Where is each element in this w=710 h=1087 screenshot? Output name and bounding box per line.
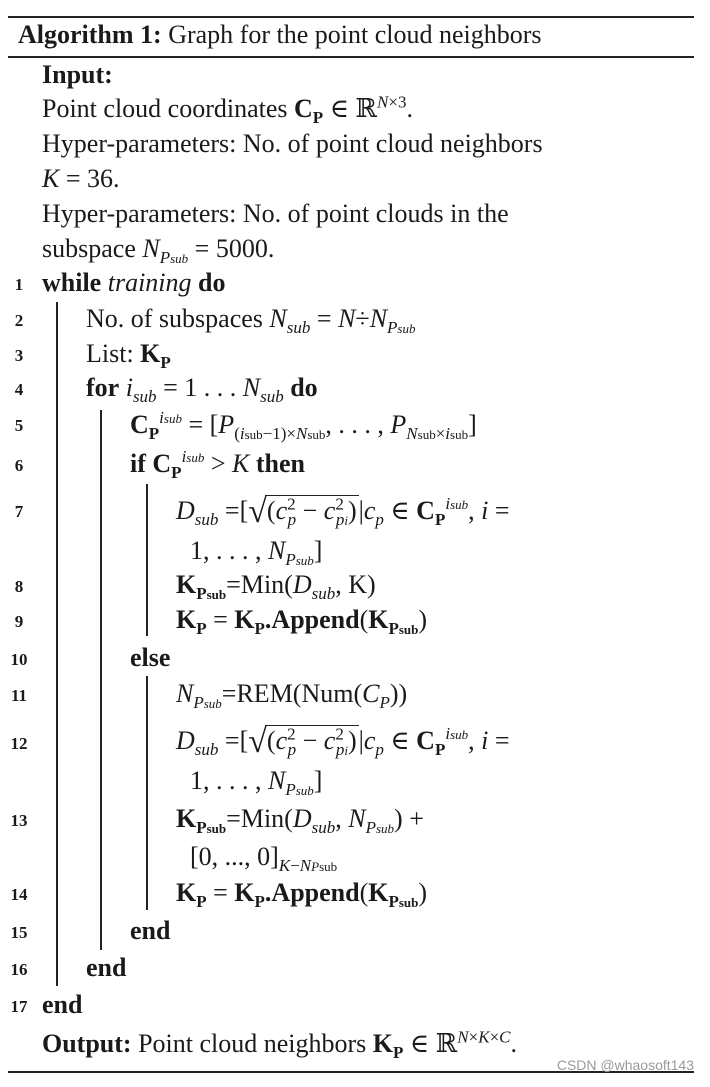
append-text: Append bbox=[271, 605, 360, 634]
kw-then: then bbox=[255, 449, 305, 478]
line-2: No. of subspaces $N_{sub} = N\div N_{Psub}$ bbox=[86, 304, 416, 338]
line-7: $D_{sub} =[√(c^2_p - c^2_{pi})|c_p$ ∈ $C_P^{isub}$, i = bbox=[176, 493, 510, 530]
line-15 bbox=[130, 916, 170, 946]
line-number: 14 bbox=[10, 885, 28, 904]
subspaces-text: No. of subspaces bbox=[86, 304, 263, 333]
line-number: 7 bbox=[14, 502, 24, 521]
line-number: 3 bbox=[14, 346, 24, 365]
line-number: 11 bbox=[10, 686, 28, 705]
input-label bbox=[42, 60, 113, 90]
line-13: $K_{Psub}=Min(D_{sub}$, $N_{Psub}$) + bbox=[176, 804, 424, 838]
line-number: 4 bbox=[14, 380, 24, 399]
line-number: 1 bbox=[14, 275, 24, 294]
line-number: 12 bbox=[10, 734, 28, 753]
else-block-bar bbox=[146, 676, 148, 910]
k-value: 36 bbox=[87, 164, 114, 193]
line-number: 17 bbox=[10, 997, 28, 1016]
input-line-1-text: Point cloud coordinates bbox=[42, 94, 288, 123]
cp-math: $C_P$ ∈ ℝ$^{N\times 3}$. bbox=[294, 92, 413, 128]
input-label-text: Input: bbox=[42, 60, 113, 89]
line-number: 5 bbox=[14, 416, 24, 435]
algorithm-label: Algorithm 1: bbox=[18, 20, 162, 49]
line-10 bbox=[130, 643, 170, 673]
line-16 bbox=[86, 953, 126, 983]
kw-training: training bbox=[107, 268, 192, 297]
input-line-4: subspace $N_{Psub} = 5000$. bbox=[42, 234, 275, 268]
output-label: Output: bbox=[42, 1029, 132, 1058]
kw-end: end bbox=[86, 953, 127, 982]
line-17 bbox=[42, 990, 82, 1020]
line-7b: 1, . . . , $N_{Psub}$] bbox=[190, 536, 323, 570]
input-line-2 bbox=[42, 129, 543, 159]
kw-do: do bbox=[290, 373, 318, 402]
kw-for: for bbox=[86, 373, 120, 402]
watermark: CSDN @whaosoft143 bbox=[556, 1057, 694, 1073]
algorithm-title bbox=[18, 20, 542, 50]
nsub-value: 5000 bbox=[215, 234, 268, 263]
line-number: 8 bbox=[14, 577, 24, 596]
line-12b: 1, . . . , $N_{Psub}$] bbox=[190, 766, 323, 800]
rem-text: REM(Num( bbox=[236, 679, 363, 708]
kw-end: end bbox=[130, 916, 171, 945]
line-4: for $i_{sub} = 1$ . . . $N_{sub}$ do bbox=[86, 373, 318, 407]
top-rule bbox=[8, 16, 694, 18]
line-13b: [0, ..., $0]_{K-NPsub}$ bbox=[190, 842, 338, 876]
kw-while: while bbox=[42, 268, 102, 297]
line-3: List: $K_P$ bbox=[86, 339, 171, 373]
then-block-bar bbox=[146, 484, 148, 636]
title-rule bbox=[8, 56, 694, 58]
line-14: $K_P$ = $K_P.Append(K_{Psub})$ bbox=[176, 878, 428, 912]
input-line-2-text: Hyper-parameters: No. of point cloud neighbors bbox=[42, 129, 543, 158]
algorithm-title-text: Graph for the point cloud neighbors bbox=[168, 20, 542, 49]
line-number: 15 bbox=[10, 923, 28, 942]
min-text: Min( bbox=[240, 804, 293, 833]
kw-if: if bbox=[130, 449, 146, 478]
input-line-4-text: subspace bbox=[42, 234, 136, 263]
line-number: 6 bbox=[14, 456, 24, 475]
line-number: 10 bbox=[10, 650, 28, 669]
line-number: 13 bbox=[10, 811, 28, 830]
line-6: if $C_P^{isub} > K$ then bbox=[130, 447, 305, 483]
for-block-bar bbox=[100, 410, 102, 950]
kw-do: do bbox=[198, 268, 226, 297]
list-text: List: bbox=[86, 339, 134, 368]
append-text: Append bbox=[271, 878, 360, 907]
output-text: Point cloud neighbors bbox=[138, 1029, 367, 1058]
line-1 bbox=[42, 268, 226, 298]
min-text: Min( bbox=[240, 570, 293, 599]
line-9: $K_P$ = $K_P.Append(K_{Psub})$ bbox=[176, 605, 428, 639]
zeros-text: [0, ..., 0] bbox=[190, 842, 279, 871]
input-line-3 bbox=[42, 199, 509, 229]
line-number: 9 bbox=[14, 612, 24, 631]
kw-else: else bbox=[130, 643, 171, 672]
output-line: Output: Point cloud neighbors $K_P$ ∈ ℝ$^{N\times K\times C}$. bbox=[42, 1027, 517, 1063]
kw-end: end bbox=[42, 990, 83, 1019]
line-5: $C_P^{isub} = [P_{(isub-1)\times Nsub}$, . . . , $P_{Nsub\times isub}$] bbox=[130, 408, 477, 444]
input-line-1 bbox=[42, 92, 413, 128]
line-number: 2 bbox=[14, 311, 24, 330]
while-block-bar bbox=[56, 302, 58, 986]
line-12: $D_{sub} =[√(c^2_p - c^2_{pi})|c_p$ ∈ $C_P^{isub}$, i = bbox=[176, 723, 510, 760]
input-line-3-text: Hyper-parameters: No. of point clouds in the bbox=[42, 199, 509, 228]
input-line-2b: K = 36. bbox=[42, 164, 120, 193]
line-11: $N_{Psub}=REM(Num(C_P))$ bbox=[176, 679, 408, 713]
line-8: $K_{Psub}=Min(D_{sub}$, K) bbox=[176, 570, 376, 604]
line-number: 16 bbox=[10, 960, 28, 979]
